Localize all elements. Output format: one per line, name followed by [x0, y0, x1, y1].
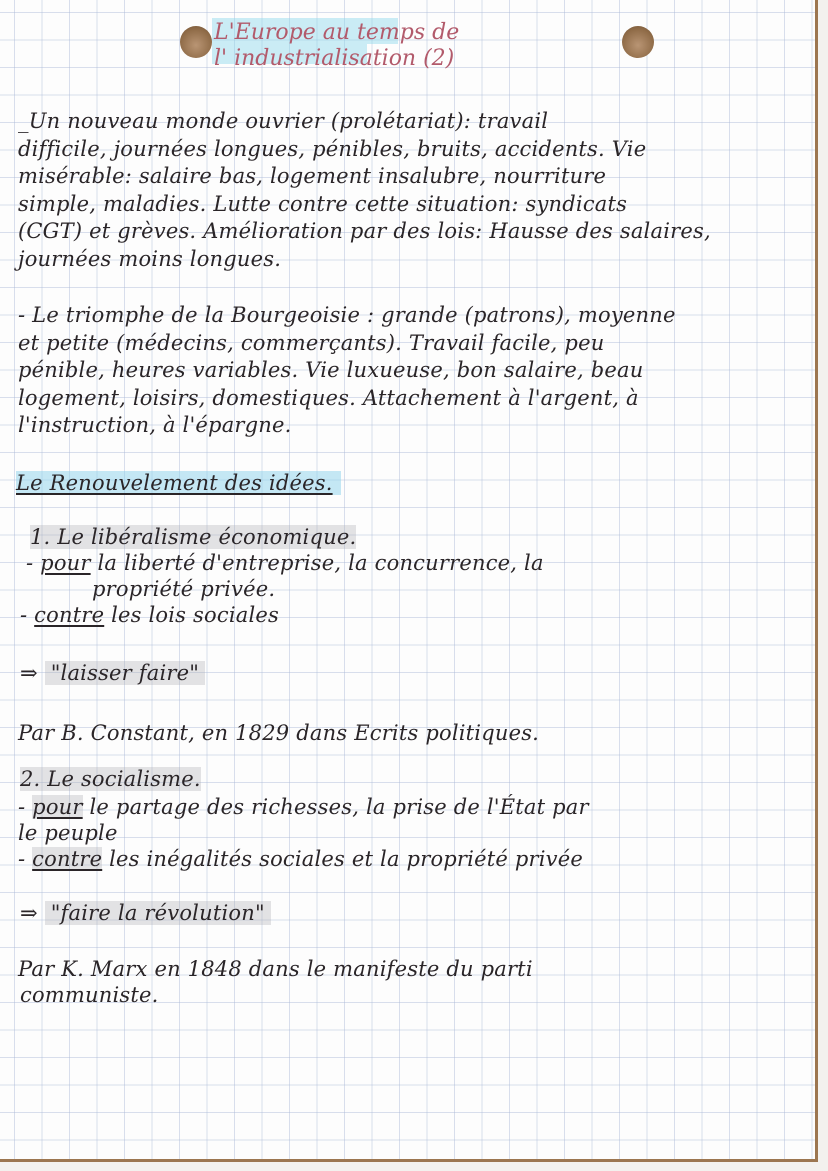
liberalism-title: 1. Le libéralisme économique. [30, 525, 357, 549]
text-line: misérable: salaire bas, logement insalubre, nourriture [18, 164, 607, 188]
socialism-contre: - contre les inégalités sociales et la propriété privée [18, 847, 583, 871]
text-line: (CGT) et grèves. Amélioration par des lois: Hausse des salaires, [18, 219, 711, 243]
text-line: _Un nouveau monde ouvrier (prolétariat): travail [18, 109, 549, 133]
page-title-line-2: l' industrialisation (2) [214, 46, 455, 71]
pour-label: pour [32, 795, 83, 819]
text-line: et petite (médecins, commerçants). Travail facile, peu [18, 330, 605, 355]
text-line: logement, loisirs, domestiques. Attachement à l'argent, à [18, 385, 639, 410]
section-working-class [18, 108, 808, 273]
text-line: difficile, journées longues, pénibles, bruits, accidents. Vie [18, 136, 647, 161]
liberalism-motto: ⇒ "laisser faire" [20, 660, 205, 688]
socialism-pour: - pour le partage des richesses, la prise de l'État par [18, 795, 589, 819]
socialism-motto: ⇒ "faire la révolution" [20, 900, 271, 928]
heading-text: Le Renouvelement des idées. [16, 471, 341, 495]
page-title-line-1: L'Europe au temps de [214, 20, 460, 45]
socialism-title: 2. Le socialisme. [20, 767, 201, 791]
text-line: simple, maladies. Lutte contre cette situation: syndicats [18, 191, 628, 216]
liberalism-pour: - pour la liberté d'entreprise, la concurrence, la [26, 551, 544, 575]
section-bourgeoisie [18, 302, 808, 440]
liberalism-pour-cont: propriété privée. [92, 577, 276, 601]
binding-hole-right-icon [622, 26, 654, 58]
binding-hole-left-icon [180, 26, 212, 58]
text-line: journées moins longues. [18, 246, 282, 271]
contre-label: contre [32, 847, 103, 871]
contre-label: contre [34, 603, 105, 627]
work-title: Ecrits politiques. [354, 721, 540, 745]
liberalism-contre: - contre les lois sociales [20, 603, 279, 627]
socialism-source-line-1: Par K. Marx en 1848 dans le manifeste du parti [18, 957, 533, 981]
section-heading-ideas [16, 470, 341, 498]
socialism-source-line-2: communiste. [20, 983, 159, 1007]
text-line: - Le triomphe de la Bourgeoisie : grande (patrons), moyenne [18, 303, 676, 327]
arrow-icon: ⇒ [20, 661, 38, 685]
pour-label: pour [40, 551, 91, 575]
text-line: pénible, heures variables. Vie luxueuse, bon salaire, beau [18, 358, 644, 382]
socialism-pour-cont: le peuple [18, 821, 118, 845]
arrow-icon: ⇒ [20, 901, 38, 925]
liberalism-source: Par B. Constant, en 1829 dans Ecrits politiques. [18, 721, 540, 745]
text-line: l'instruction, à l'épargne. [18, 413, 292, 437]
